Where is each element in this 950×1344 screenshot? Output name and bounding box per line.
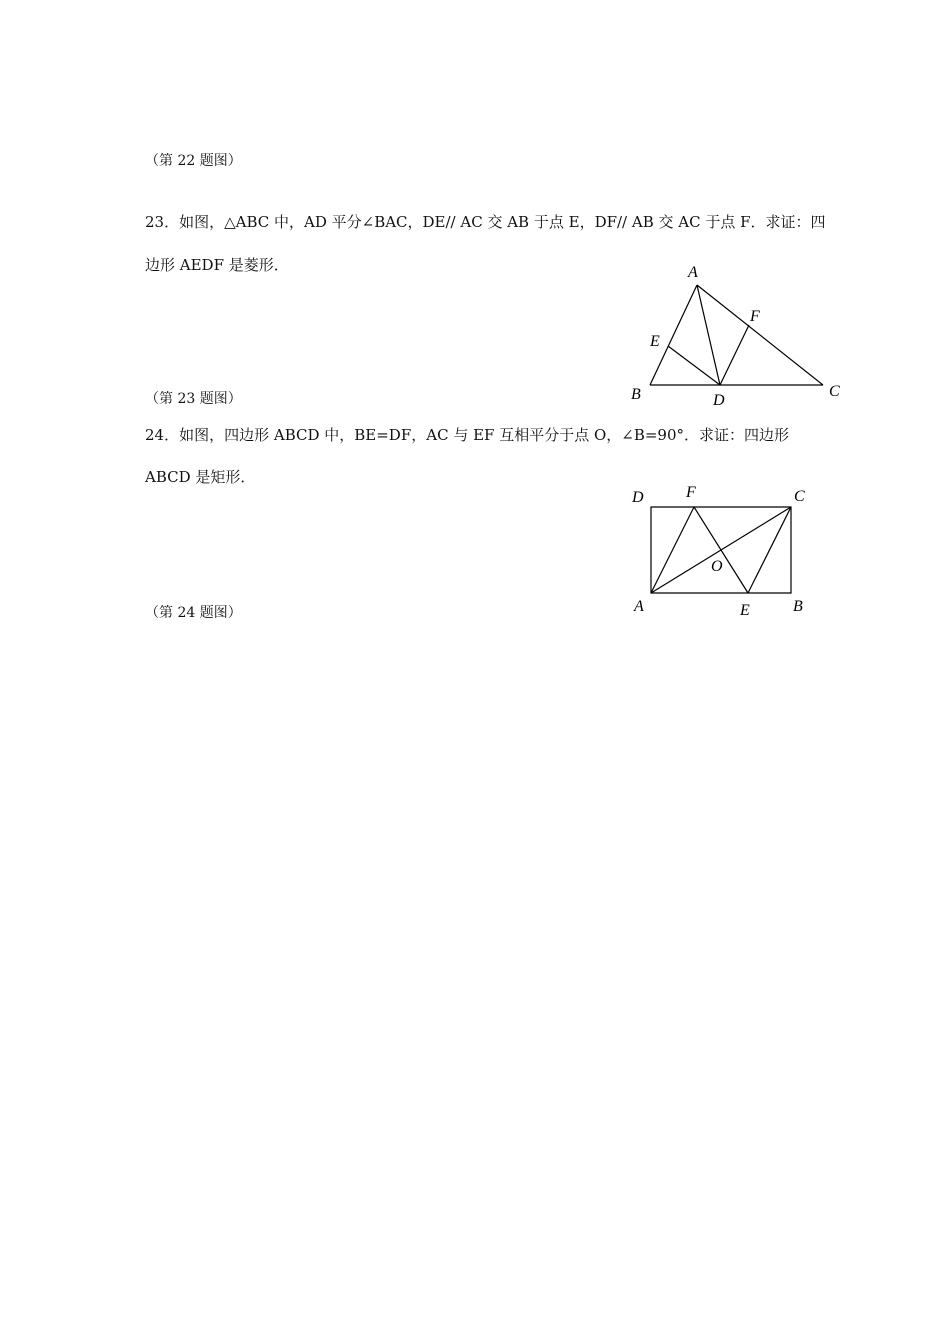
figure-23-caption: （第 23 题图）: [145, 391, 242, 407]
label-E: E: [650, 333, 660, 350]
label-D: D: [713, 392, 725, 409]
question-23-line-2: 边形 AEDF 是菱形．: [145, 256, 289, 274]
label-A: A: [688, 264, 698, 281]
question-24-line-2: ABCD 是矩形．: [145, 468, 256, 486]
segment-FE: [694, 507, 748, 593]
label-C: C: [829, 383, 840, 400]
label-F: F: [686, 484, 696, 501]
label-O: O: [711, 558, 723, 575]
label-D: D: [632, 489, 644, 506]
label-A: A: [634, 598, 644, 615]
question-24-line-1: 24．如图，四边形 ABCD 中，BE=DF，AC 与 EF 互相平分于点 O，∠B=90°．求证：四边形: [145, 426, 790, 444]
question-23-line-1: 23．如图，△ABC 中，AD 平分∠BAC，DE// AC 交 AB 于点 E，DF// AB 交 AC 于点 F．求证：四: [145, 213, 826, 231]
label-B: B: [793, 598, 803, 615]
label-C: C: [794, 488, 805, 505]
label-E: E: [740, 602, 750, 619]
label-F: F: [750, 308, 760, 325]
figure-22-caption: （第 22 题图）: [145, 153, 242, 169]
figure-24-caption: （第 24 题图）: [145, 605, 242, 621]
label-B: B: [631, 386, 641, 403]
